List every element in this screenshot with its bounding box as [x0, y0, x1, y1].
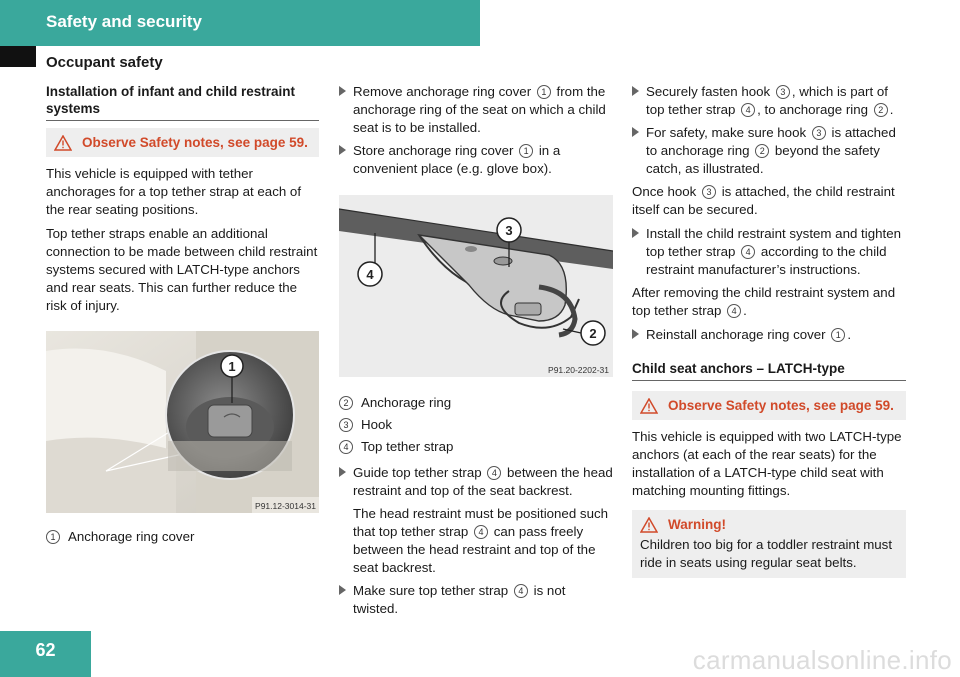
safety-note-text: Observe Safety notes, see page 59.: [668, 398, 894, 413]
step-arrow-icon: [339, 467, 346, 477]
heading-installation: Installation of infant and child restraint systems: [46, 83, 319, 121]
instruction-note: The head restraint must be positioned such that top tether strap 4 can pass freely between the head restraint and top of the seat backrest.: [353, 506, 609, 575]
instruction-step: Store anchorage ring cover 1 in a convenient place (e.g. glove box).: [339, 142, 613, 178]
instruction-step: Guide top tether strap 4 between the head restraint and top of the seat backrest.: [339, 464, 613, 500]
warning-triangle-icon: [54, 135, 72, 151]
page-number: 62: [35, 640, 56, 660]
warning-triangle-icon: [640, 517, 658, 533]
figure-code: P91.12-3014-31: [255, 501, 316, 511]
legend-item: 4 Top tether strap: [339, 438, 613, 456]
figure-callout-1: 1: [228, 359, 236, 374]
column-3: [632, 83, 906, 586]
step-arrow-icon: [632, 127, 639, 137]
paragraph: This vehicle is equipped with tether anchorages for a top tether strap at each of the rear seating positions.: [46, 166, 302, 217]
legend-item: 3 Hook: [339, 416, 613, 434]
safety-note-box: [632, 391, 906, 420]
warning-title: Warning!: [668, 517, 726, 532]
instruction-step: Securely fasten hook 3 , which is part of top tether strap 4 , to anchorage ring 2 .: [632, 83, 906, 119]
section-title: Occupant safety: [46, 54, 163, 71]
safety-note-box: [46, 128, 319, 157]
warning-triangle-icon: [640, 398, 658, 414]
instruction-step: Make sure top tether strap 4 is not twisted.: [339, 582, 613, 618]
section-marker: [0, 46, 36, 67]
step-arrow-icon: [339, 86, 346, 96]
paragraph: After removing the child restraint system and top tether strap 4 .: [632, 285, 896, 318]
safety-note-text: Observe Safety notes, see page 59.: [82, 135, 308, 150]
paragraph: This vehicle is equipped with two LATCH-type anchors (at each of the rear seats) for the installation of a LATCH-type child seat with matching mounting fittings.: [632, 429, 902, 498]
column-1: [46, 83, 319, 550]
instruction-step: For safety, make sure hook 3 is attached to anchorage ring 2 beyond the safety catch, as illustrated.: [632, 124, 906, 178]
paragraph: Once hook 3 is attached, the child restraint itself can be secured.: [632, 184, 895, 217]
step-arrow-icon: [632, 86, 639, 96]
chapter-title: Safety and security: [46, 12, 202, 31]
instruction-step: Reinstall anchorage ring cover 1 .: [632, 326, 906, 344]
watermark: carmanualsonline.info: [692, 645, 952, 675]
instruction-step: Install the child restraint system and tighten top tether strap 4 according to the child restraint manufacturer’s instructions.: [632, 225, 906, 279]
heading-latch: Child seat anchors – LATCH-type: [632, 360, 906, 381]
anchorage-ring-cover-figure: [46, 331, 319, 513]
step-arrow-icon: [632, 329, 639, 339]
instruction-step: Remove anchorage ring cover 1 from the anchorage ring of the seat on which a child seat is to be installed.: [339, 83, 613, 137]
warning-box: [632, 510, 906, 578]
figure-code: P91.20-2202-31: [548, 365, 609, 375]
step-arrow-icon: [632, 228, 639, 238]
step-arrow-icon: [339, 585, 346, 595]
paragraph: Top tether straps enable an additional connection to be made between child restraint systems secured with LATCH-type anchors and rear seats. This can further reduce the risk of injury.: [46, 226, 318, 313]
warning-text: Children too big for a toddler restraint must ride in seats using regular seat belts.: [640, 537, 893, 570]
step-arrow-icon: [339, 145, 346, 155]
tether-hook-figure: [339, 195, 613, 377]
column-2: [339, 83, 613, 623]
figure-callout-4: 4: [366, 267, 374, 282]
legend-item: 1 Anchorage ring cover: [46, 528, 319, 546]
figure-callout-3: 3: [505, 223, 513, 238]
figure-callout-2: 2: [589, 326, 597, 341]
legend-item: 2 Anchorage ring: [339, 394, 613, 412]
